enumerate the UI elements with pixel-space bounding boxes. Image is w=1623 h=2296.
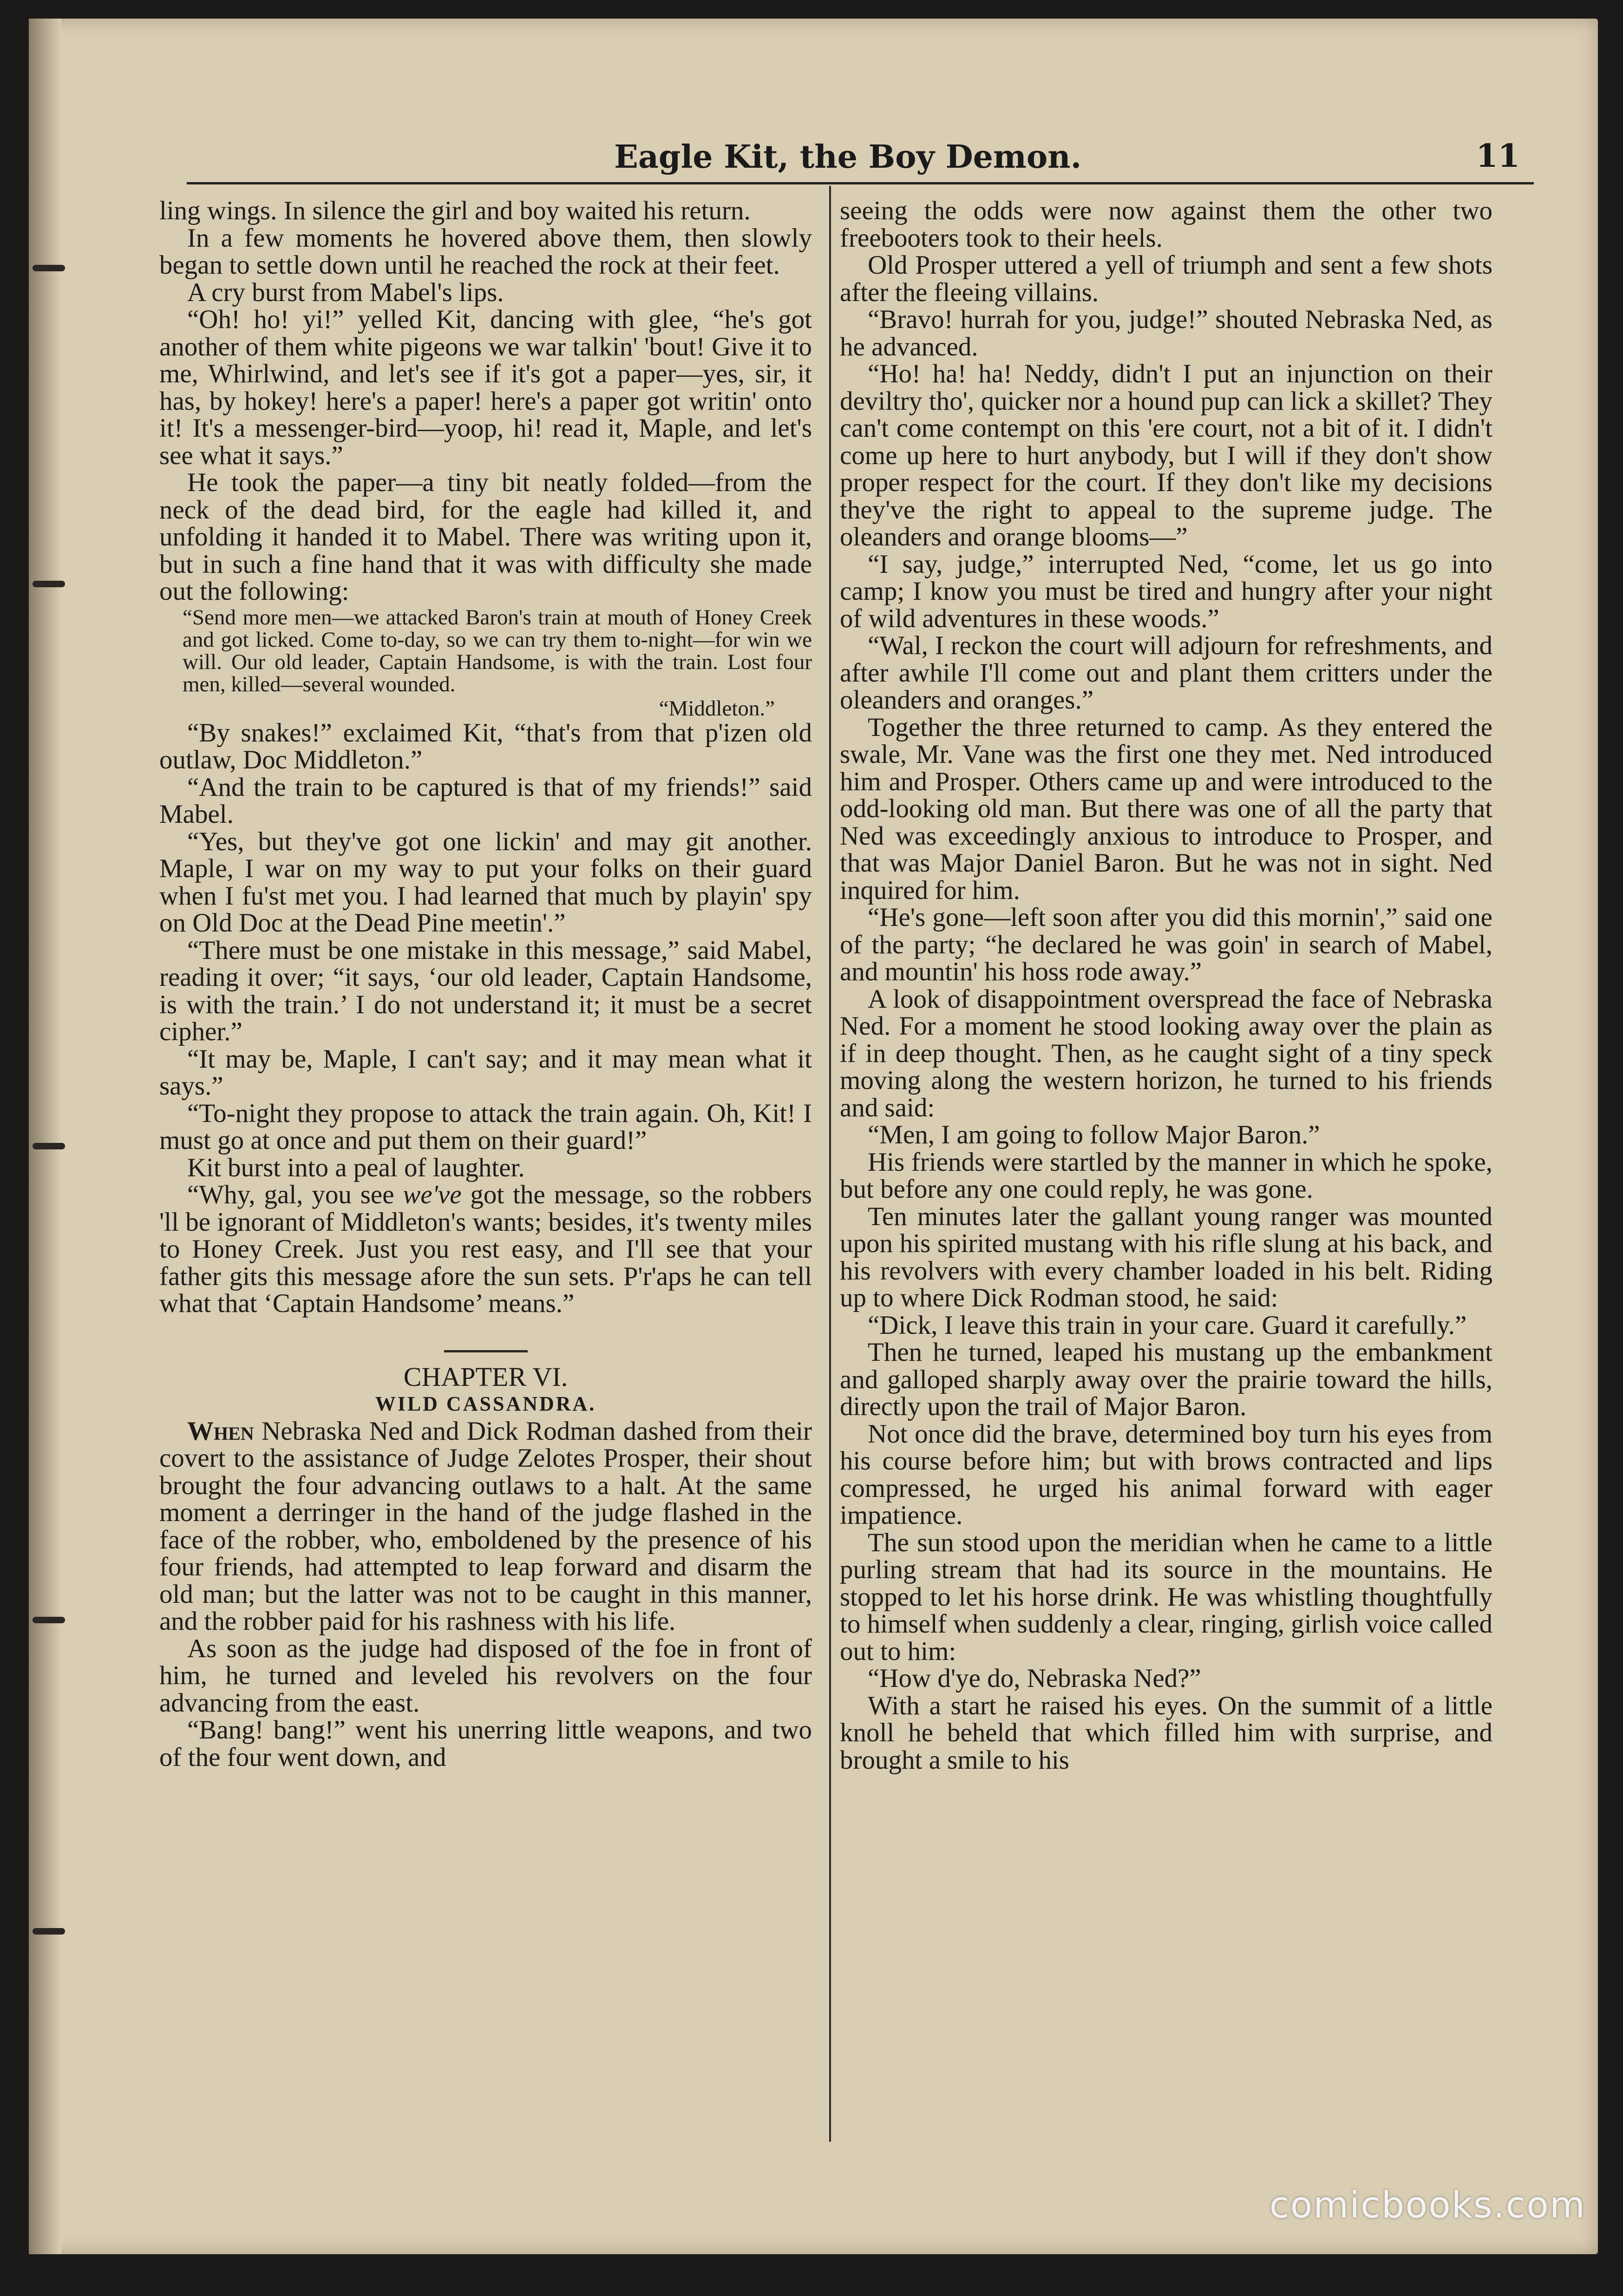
paragraph: “Wal, I reckon the court will adjourn for refreshments, and after awhile I'll come out and plant them critters under the oleanders and oranges.” — [840, 631, 1492, 715]
paragraph: As soon as the judge had disposed of the foe in front of him, he turned and leveled his revolvers on the four advancing from the east. — [159, 1633, 812, 1718]
paragraph: “It may be, Maple, I can't say; and it may mean what it says.” — [159, 1044, 812, 1101]
emphasis: we've — [403, 1180, 462, 1209]
binding-stitch — [33, 1617, 65, 1623]
column-divider — [829, 186, 831, 2142]
paragraph — [159, 1181, 812, 1318]
paragraph: “Yes, but they've got one lickin' and may git another. Maple, I war on my way to put your folks on their guard when I fu'st met you. I had learned that much by playin' spy on Old Doc at the Dead Pine meetin'.” — [159, 827, 812, 938]
paragraph: “There must be one mistake in this message,” said Mabel, reading it over; “it says, ‘our old leader, Captain Handsome, is with the train.’ I do not understand it; it must be a secret cipher.” — [159, 935, 812, 1046]
paragraph: “He's gone—left soon after you did this mornin',” said one of the party; “he declared he was goin' in search of Mabel, and mountin' his hoss rode away.” — [840, 903, 1492, 986]
text-span: Nebraska Ned and Dick Rodman dashed from their covert to the assistance of Judge Zelotes Prosper, their shout brought the four advancing outlaws to a halt. At the same moment a derringer in the hand of the judge flashed in the face of the robber, who, emboldened by the presence of his four friends, had attempted to leap forward and disarm the old man; but the latter was not to be caught in this manner, and the robber paid for his rashness with his life. — [159, 1416, 812, 1636]
lead-word: When — [187, 1416, 254, 1446]
paragraph: With a start he raised his eyes. On the summit of a little knoll he beheld that which filled him with surprise, and brought a smile to his — [840, 1691, 1492, 1775]
paragraph: seeing the odds were now against them the other two freebooters took to their heels. — [840, 196, 1492, 253]
paragraph: “Dick, I leave this train in your care. Guard it carefully.” — [868, 1310, 1467, 1340]
right-column — [840, 197, 1492, 1774]
paragraph: Then he turned, leaped his mustang up the embankment and galloped sharply away over the prairie toward the hills, directly upon the trail of Major Baron. — [840, 1338, 1492, 1421]
paragraph: “Bravo! hurrah for you, judge!” shouted Nebraska Ned, as he advanced. — [840, 305, 1492, 361]
letter-text: “Send more men—we attacked Baron's train at mouth of Honey Creek and got licked. Come to-day, so we can try them to-night—for win we will. Our old leader, Captain Handsome, is with the train. Lost four men, killed—several wounded. — [183, 605, 812, 696]
chapter-rule — [444, 1350, 528, 1352]
left-column — [159, 197, 812, 1771]
paragraph: A cry burst from Mabel's lips. — [187, 277, 504, 307]
binding-gutter — [29, 19, 61, 2254]
paragraph: The sun stood upon the meridian when he came to a little purling stream that had its source in the mountains. He stopped to let his horse drink. He was whistling thoughtfully to himself when suddenly a clear, ringing, girlish voice called out to him: — [840, 1528, 1492, 1666]
paragraph: Kit burst into a peal of laughter. — [187, 1153, 525, 1182]
binding-stitch — [33, 1143, 65, 1149]
running-title: Eagle Kit, the Boy Demon. — [614, 138, 1082, 176]
paragraph: “And the train to be captured is that of my friends!” said Mabel. — [159, 772, 812, 829]
paragraph: Together the three returned to camp. As they entered the swale, Mr. Vane was the first one they met. Ned introduced him and Prosper. Others came up and were introduced to the odd-looking old man. But there was one of all the party that Ned was exceedingly anxious to introduce to Prosper, and that was Major Daniel Baron. But he was not in sight. Ned inquired for him. — [840, 712, 1492, 905]
binding-stitch — [33, 581, 65, 587]
paragraph: In a few moments he hovered above them, then slowly began to settle down until he reached the rock at their feet. — [159, 223, 812, 280]
paragraph: “Ho! ha! ha! Neddy, didn't I put an injunction on their deviltry tho', quicker nor a hound pup can lick a skillet? They can't come contempt on this 'ere court, not a bit of it. I didn't come up here to hurt anybody, but I will if they don't show proper respect for the court. If they don't like my decisions they've the right to appeal to the supreme judge. The oleanders and orange blooms—” — [840, 359, 1492, 551]
paragraph: ling wings. In silence the girl and boy waited his return. — [159, 196, 751, 225]
paragraph — [159, 1418, 812, 1635]
chapter-title: CHAPTER VI. — [403, 1361, 568, 1392]
paragraph: His friends were startled by the manner in which he spoke, but before any one could reply, he was gone. — [840, 1147, 1492, 1204]
paragraph: “By snakes!” exclaimed Kit, “that's from that p'izen old outlaw, Doc Middleton.” — [159, 718, 812, 774]
paragraph: “Men, I am going to follow Major Baron.” — [868, 1120, 1320, 1149]
paragraph: “Oh! ho! yi!” yelled Kit, dancing with glee, “he's got another of them white pigeons we war talkin' 'bout! Give it to me, Whirlwind, and let's see if it's got a paper—yes, sir, it has, by hokey! here's a paper! here's a paper got writin' onto it! It's a messenger-bird—yoop, hi! read it, Maple, and let's see what it says.” — [159, 305, 812, 470]
watermark: comicbooks.com — [1269, 2184, 1586, 2226]
paragraph: “Bang! bang!” went his unerring little weapons, and two of the four went down, and — [159, 1715, 812, 1772]
paragraph: “To-night they propose to attack the train again. Oh, Kit! I must go at once and put them on their guard!” — [159, 1098, 812, 1155]
paragraph: “How d'ye do, Nebraska Ned?” — [868, 1664, 1201, 1693]
paragraph: Old Prosper uttered a yell of triumph and sent a few shots after the fleeing villains. — [840, 250, 1492, 307]
paragraph: Not once did the brave, determined boy turn his eyes from his course before him; but with brows contracted and lips compressed, he urged his animal forward with eager impatience. — [840, 1419, 1492, 1530]
text-span: got the message, so the robbers 'll be ignorant of Middleton's wants; besides, it's twenty miles to Honey Creek. Just you rest easy, and I'll see that your father gits this message afore the sun sets. P'r'aps he can tell what that ‘Captain Handsome’ means.” — [159, 1180, 812, 1318]
chapter-subtitle: WILD CASSANDRA. — [375, 1392, 596, 1415]
paragraph: A look of disappointment overspread the face of Nebraska Ned. For a moment he stood looking away over the plain as if in deep thought. Then, as he caught sight of a tiny speck moving along the western horizon, he turned to his friends and said: — [840, 984, 1492, 1122]
paragraph: “I say, judge,” interrupted Ned, “come, let us go into camp; I know you must be tired and hungry after your night of wild adventures in these woods.” — [840, 549, 1492, 633]
letter-signature: “Middleton.” — [659, 696, 775, 721]
text-span: “Why, gal, you see — [187, 1180, 403, 1209]
paragraph: He took the paper—a tiny bit neatly folded—from the neck of the dead bird, for the eagle had killed it, and unfolding it handed it to Mabel. There was writing upon it, but in such a fine hand that it was with difficulty she made out the following: — [159, 468, 812, 606]
binding-stitch — [33, 265, 65, 271]
paragraph: Ten minutes later the gallant young ranger was mounted upon his spirited mustang with his rifle slung at his back, and his revolvers with every chamber loaded in his belt. Riding up to where Dick Rodman stood, he said: — [840, 1201, 1492, 1312]
binding-stitch — [33, 1928, 65, 1935]
page-header — [187, 122, 1534, 184]
page-number: 11 — [1476, 138, 1520, 175]
